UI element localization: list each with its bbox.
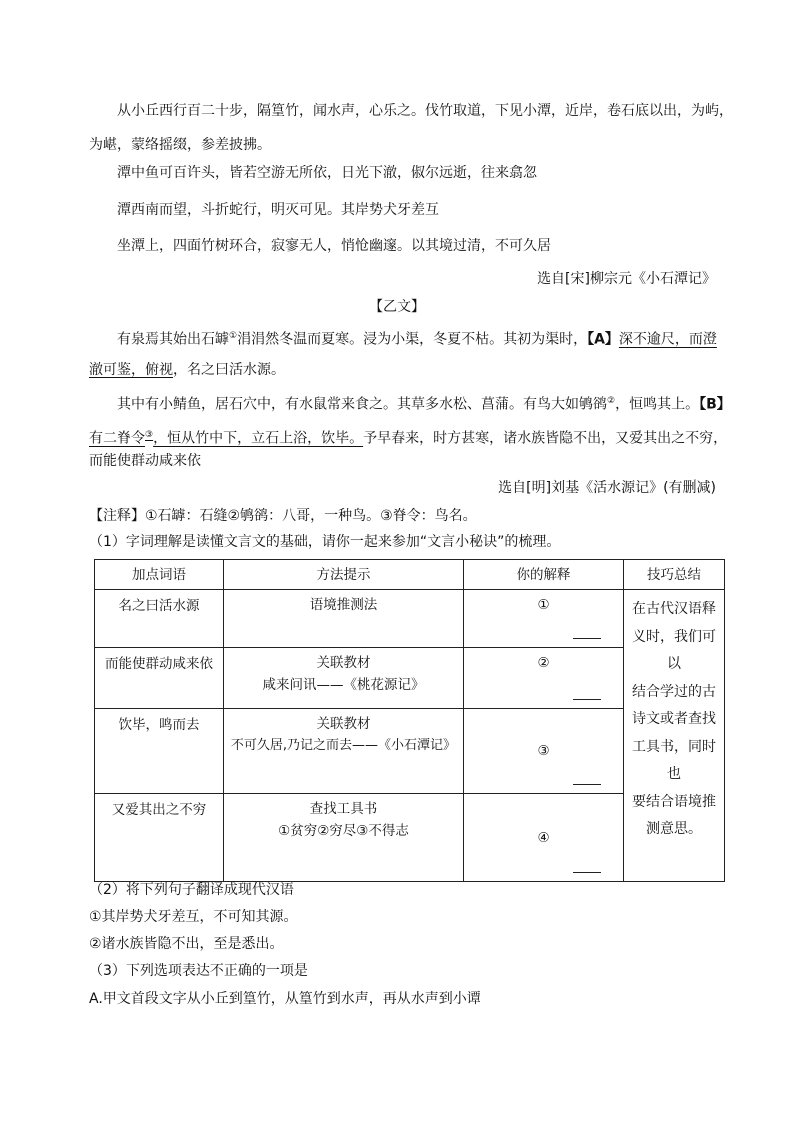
yi-text: 有泉焉其始出石罅 <box>117 331 229 348</box>
answer-cell[interactable] <box>464 648 624 709</box>
answer-number: ③ <box>537 743 550 759</box>
yi-para2-line2 <box>89 425 727 449</box>
answer-number: ① <box>537 597 550 613</box>
method-line: 咸来问讯——《桃花源记》 <box>262 677 425 693</box>
table-header: 技巧总结 <box>624 560 725 590</box>
word-cell: 饮毕，鸣而去 <box>95 709 224 794</box>
mark-a: 【A】 <box>587 331 619 348</box>
yi-text: ，恒鸣其上。 <box>615 396 700 413</box>
summary-line: 要结合语境推 <box>632 793 716 810</box>
table-header-row <box>95 560 725 590</box>
yi-text: 其中有小鲭鱼，居石穴中，有水鼠常来食之。其草多水松、菖蒲。有鸟大如鸲鹆 <box>117 396 607 413</box>
method-cell <box>224 794 464 882</box>
table-header: 加点词语 <box>95 560 224 590</box>
question-3-option-a: A.甲文首段文字从小丘到篁竹，从篁竹到水声，再从水声到小谭 <box>89 991 481 1007</box>
summary-line: 工具书，同时也 <box>632 738 716 782</box>
footnote-mark-3: ③ <box>145 430 154 440</box>
question-2-item-1: ①其岸势犬牙差互，不可知其源。 <box>89 909 298 925</box>
summary-line: 测意思。 <box>646 821 702 837</box>
summary-cell <box>624 590 725 882</box>
question-3: （3）下列选项表达不正确的一项是 <box>89 963 308 979</box>
method-line: 关联教材 <box>316 716 371 732</box>
question-2-item-2: ②诸水族皆隐不出，至是悉出。 <box>89 936 284 952</box>
summary-line: 诗文或者查找 <box>632 711 716 727</box>
underlined-sentence-b: 有二脊令 <box>89 430 145 447</box>
answer-blank[interactable] <box>573 699 601 700</box>
notes: 【注释】①石罅：石缝②鸲鹆：八哥，一种鸟。③脊令：鸟名。 <box>89 508 477 524</box>
word-cell: 又爱其出之不穷 <box>95 794 224 882</box>
summary-line: 结合学过的古 <box>632 683 716 700</box>
question-2: （2）将下列句子翻译成现代汉语 <box>89 882 294 898</box>
method-line: 语境推测法 <box>309 597 378 613</box>
jia-para1-line1: 从小丘西行百二十步，隔篁竹，闻水声，心乐之。伐竹取道，下见小潭，近岸，卷石底以出，为屿， <box>117 103 733 119</box>
answer-number: ④ <box>537 829 550 846</box>
jia-para1-line2: 为嵁，蒙络摇缀，参差披拂。 <box>89 137 271 153</box>
method-cell <box>224 709 464 794</box>
yi-para1-line1 <box>117 326 717 350</box>
answer-blank[interactable] <box>573 638 601 639</box>
yi-heading: 【乙文】 <box>369 299 425 315</box>
yi-para2-line1 <box>117 391 731 415</box>
method-cell <box>224 648 464 709</box>
footnote-mark-2: ② <box>607 396 616 406</box>
jia-para4: 坐潭上，四面竹树环合，寂寥无人，悄怆幽邃。以其境过清，不可久居 <box>117 238 551 254</box>
mark-b: 【B】 <box>699 396 731 413</box>
method-cell <box>224 590 464 648</box>
underlined-sentence-a-cont: 澈可鉴，俯视 <box>89 362 173 378</box>
vocab-table <box>94 559 725 882</box>
table-row <box>95 590 725 648</box>
answer-cell[interactable] <box>464 590 624 648</box>
word-cell: 名之曰活水源 <box>95 590 224 648</box>
underlined-sentence-b-cont: ，恒从竹中下，立石上浴，饮毕。 <box>153 430 364 447</box>
jia-para2: 潭中鱼可百许头，皆若空游无所依，日光下澈，俶尔远逝，往来翕忽 <box>117 165 537 181</box>
method-line: 查找工具书 <box>309 801 378 817</box>
yi-para1-line2 <box>89 360 285 380</box>
yi-source: 选自[明]刘基《活水源记》(有删减) <box>498 480 716 496</box>
underlined-sentence-a: 深不逾尺，而澄 <box>618 331 717 348</box>
method-line: 不可久居,乃记之而去——《小石潭记》 <box>230 738 457 753</box>
summary-line: 在古代汉语释 <box>632 601 716 617</box>
word-cell: 而能使群动咸来依 <box>95 648 224 709</box>
yi-text: 涓涓然冬温而夏寒。浸为小渠，冬夏不枯。其初为渠时， <box>237 331 588 348</box>
table-header: 方法提示 <box>224 560 464 590</box>
answer-blank[interactable] <box>573 784 601 785</box>
answer-number: ② <box>537 655 550 671</box>
jia-para3: 潭西南而望，斗折蛇行，明灭可见。其岸势犬牙差互 <box>117 202 439 218</box>
yi-text: 予早春来，时方甚寒，诸水族皆隐不出，又爱其出之不穷， <box>363 430 728 447</box>
footnote-mark-1: ① <box>229 331 238 341</box>
table-header: 你的解释 <box>464 560 624 590</box>
answer-cell[interactable] <box>464 709 624 794</box>
method-line: 关联教材 <box>316 655 371 671</box>
answer-cell[interactable] <box>464 794 624 882</box>
answer-blank[interactable] <box>573 872 601 873</box>
jia-source: 选自[宋]柳宗元《小石潭记》 <box>537 271 716 287</box>
yi-para2-line3: 而能使群动咸来依 <box>89 453 201 469</box>
question-1: （1）字词理解是读懂文言文的基础，请你一起来参加“文言小秘诀”的梳理。 <box>89 534 561 550</box>
summary-line: 义时，我们可以 <box>632 628 716 672</box>
method-line: ①贫穷②穷尽③不得志 <box>278 823 409 839</box>
yi-text: ，名之曰活水源。 <box>173 362 285 378</box>
